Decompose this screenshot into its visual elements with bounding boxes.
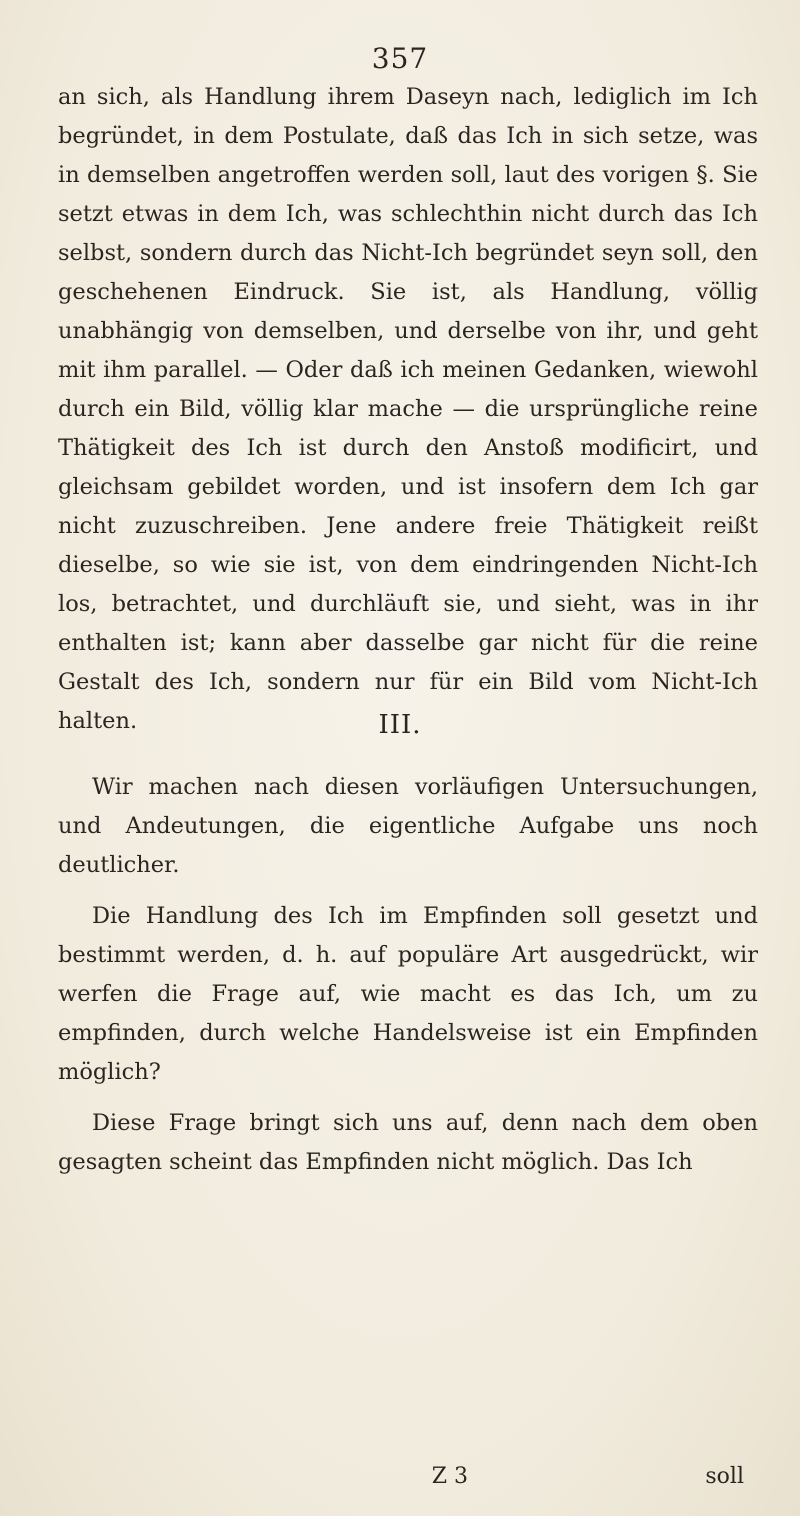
paragraph: Wir machen nach diesen vorläufigen Untersuchungen, und Andeutungen, die eigentliche Aufgabe uns noch deutlicher. bbox=[58, 774, 758, 878]
signature-mark: Z 3 bbox=[431, 1464, 468, 1489]
body-text-section bbox=[58, 768, 758, 1194]
section-heading: III. bbox=[378, 710, 422, 740]
body-text-top bbox=[58, 78, 758, 741]
page-number: 357 bbox=[371, 42, 429, 75]
paragraph: Die Handlung des Ich im Empfinden soll gesetzt und bestimmt werden, d. h. auf populäre Art ausgedrückt, wir werfen die Frage auf, wie macht es das Ich, um zu empfinden, durch welche Handelsweise ist ein Empfinden möglich? bbox=[58, 903, 758, 1085]
paragraph: Diese Frage bringt sich uns auf, denn nach dem oben gesagten scheint das Empfinden nicht möglich. Das Ich bbox=[58, 1110, 758, 1175]
catchword: soll bbox=[705, 1464, 744, 1489]
paragraph: an sich, als Handlung ihrem Daseyn nach, lediglich im Ich begründet, in dem Postulate, daß das Ich in sich setze, was in demselben angetroffen werden soll, laut des vorigen §. Sie setzt etwas in dem Ich, was schlechthin nicht durch das Ich selbst, sondern durch das Nicht-Ich begründet seyn soll, den geschehenen Eindruck. Sie ist, als Handlung, völlig unabhängig von demselben, und derselbe von ihr, und geht mit ihm parallel. — Oder daß ich meinen Gedanken, wiewohl durch ein Bild, völlig klar mache — die ursprüngliche reine Thätigkeit des Ich ist durch den Anstoß modificirt, und gleichsam gebildet worden, und ist insofern dem Ich gar nicht zuzuschreiben. Jene andere freie Thätigkeit reißt dieselbe, so wie sie ist, von dem eindringenden Nicht-Ich los, betrachtet, und durchläuft sie, und sieht, was in ihr enthalten ist; kann aber dasselbe gar nicht für die reine Gestalt des Ich, sondern nur für ein Bild vom Nicht-Ich halten. bbox=[58, 84, 758, 734]
